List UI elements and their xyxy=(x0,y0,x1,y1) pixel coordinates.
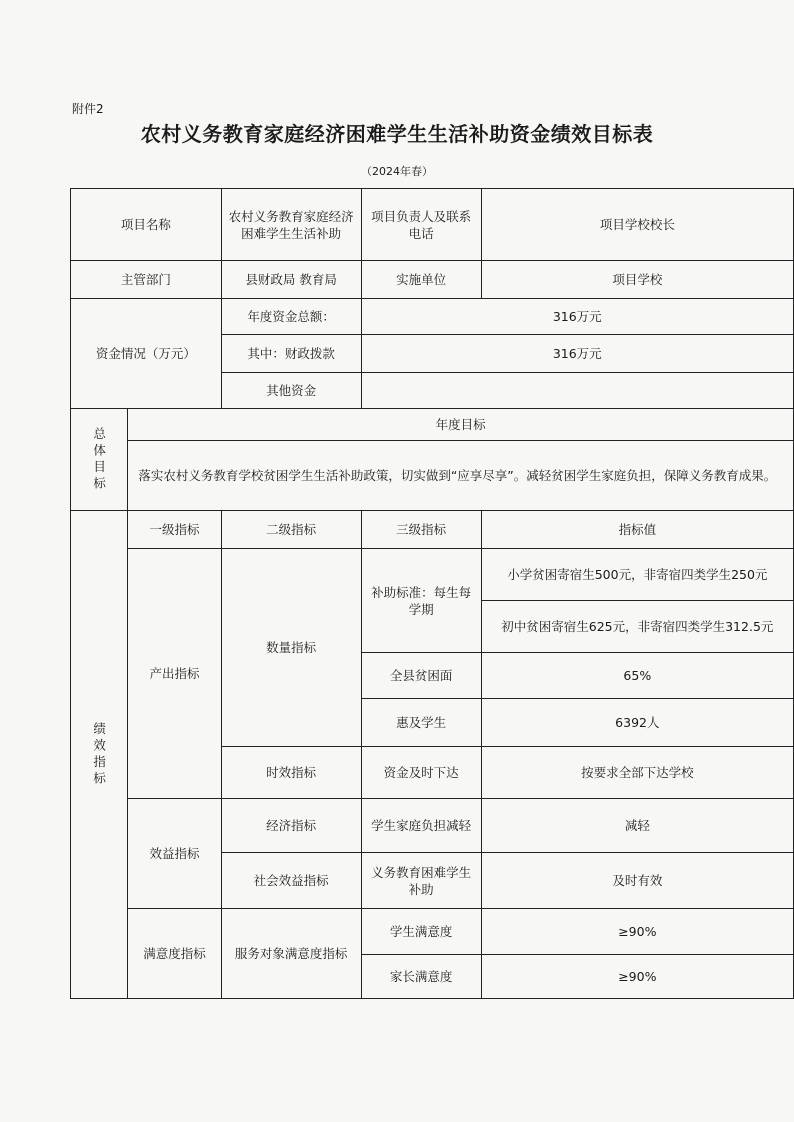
perf-header-value: 指标值 xyxy=(481,511,793,549)
funds-total-label: 年度资金总额： xyxy=(221,299,361,335)
perf-label-cell xyxy=(71,511,128,999)
time-l3: 资金及时下达 xyxy=(361,747,481,799)
primary-subsidy-value: 小学贫困寄宿生500元，非寄宿四类学生250元 xyxy=(481,549,793,601)
goal-header: 年度目标 xyxy=(128,409,794,441)
econ-value: 减轻 xyxy=(481,799,793,853)
document-subtitle: （2024年春） xyxy=(361,165,433,178)
goal-label: 总体目标 xyxy=(91,426,107,493)
unit-value: 项目学校 xyxy=(481,261,793,299)
econ-label: 经济指标 xyxy=(221,799,361,853)
perf-header-l3: 三级指标 xyxy=(361,511,481,549)
junior-subsidy-value: 初中贫困寄宿生625元，非寄宿四类学生312.5元 xyxy=(481,601,793,653)
unit-label: 实施单位 xyxy=(361,261,481,299)
poverty-label: 全县贫困面 xyxy=(361,653,481,699)
funds-total-value: 316万元 xyxy=(361,299,793,335)
social-l3: 义务教育困难学生补助 xyxy=(361,853,481,909)
funds-other-value xyxy=(361,373,793,409)
output-label: 产出指标 xyxy=(128,549,221,799)
contact-value: 项目学校校长 xyxy=(481,189,793,261)
time-label: 时效指标 xyxy=(221,747,361,799)
perf-label: 绩效指标 xyxy=(91,721,107,788)
funds-fiscal-value: 316万元 xyxy=(361,335,793,373)
goal-text: 落实农村义务教育学校贫困学生生活补助政策，切实做到“应享尽享”。减轻贫困学生家庭负担，保障义务教育成果。 xyxy=(128,441,794,511)
poverty-value: 65% xyxy=(481,653,793,699)
project-name-label: 项目名称 xyxy=(71,189,222,261)
document-title: 农村义务教育家庭经济困难学生生活补助资金绩效目标表 xyxy=(140,122,654,146)
parent-satisfaction-value: ≥90% xyxy=(481,955,793,999)
attachment-label: 附件2 xyxy=(72,102,104,116)
students-value: 6392人 xyxy=(481,699,793,747)
students-label: 惠及学生 xyxy=(361,699,481,747)
time-value: 按要求全部下达学校 xyxy=(481,747,793,799)
parent-satisfaction-label: 家长满意度 xyxy=(361,955,481,999)
social-label: 社会效益指标 xyxy=(221,853,361,909)
performance-target-table xyxy=(70,188,794,999)
perf-header-l2: 二级指标 xyxy=(221,511,361,549)
project-name-value: 农村义务教育家庭经济困难学生生活补助 xyxy=(221,189,361,261)
quantity-label: 数量指标 xyxy=(221,549,361,747)
funds-other-label: 其他资金 xyxy=(221,373,361,409)
satisfaction-label: 满意度指标 xyxy=(128,909,221,999)
goal-label-cell xyxy=(71,409,128,511)
contact-label: 项目负责人及联系电话 xyxy=(361,189,481,261)
benefit-label: 效益指标 xyxy=(128,799,221,909)
student-satisfaction-value: ≥90% xyxy=(481,909,793,955)
dept-label: 主管部门 xyxy=(71,261,222,299)
dept-value: 县财政局 教育局 xyxy=(221,261,361,299)
funds-label: 资金情况（万元） xyxy=(71,299,222,409)
satisfaction-l2: 服务对象满意度指标 xyxy=(221,909,361,999)
student-satisfaction-label: 学生满意度 xyxy=(361,909,481,955)
subsidy-standard-label: 补助标准：每生每学期 xyxy=(361,549,481,653)
funds-fiscal-label: 其中：财政拨款 xyxy=(221,335,361,373)
econ-l3: 学生家庭负担减轻 xyxy=(361,799,481,853)
perf-header-l1: 一级指标 xyxy=(128,511,221,549)
social-value: 及时有效 xyxy=(481,853,793,909)
